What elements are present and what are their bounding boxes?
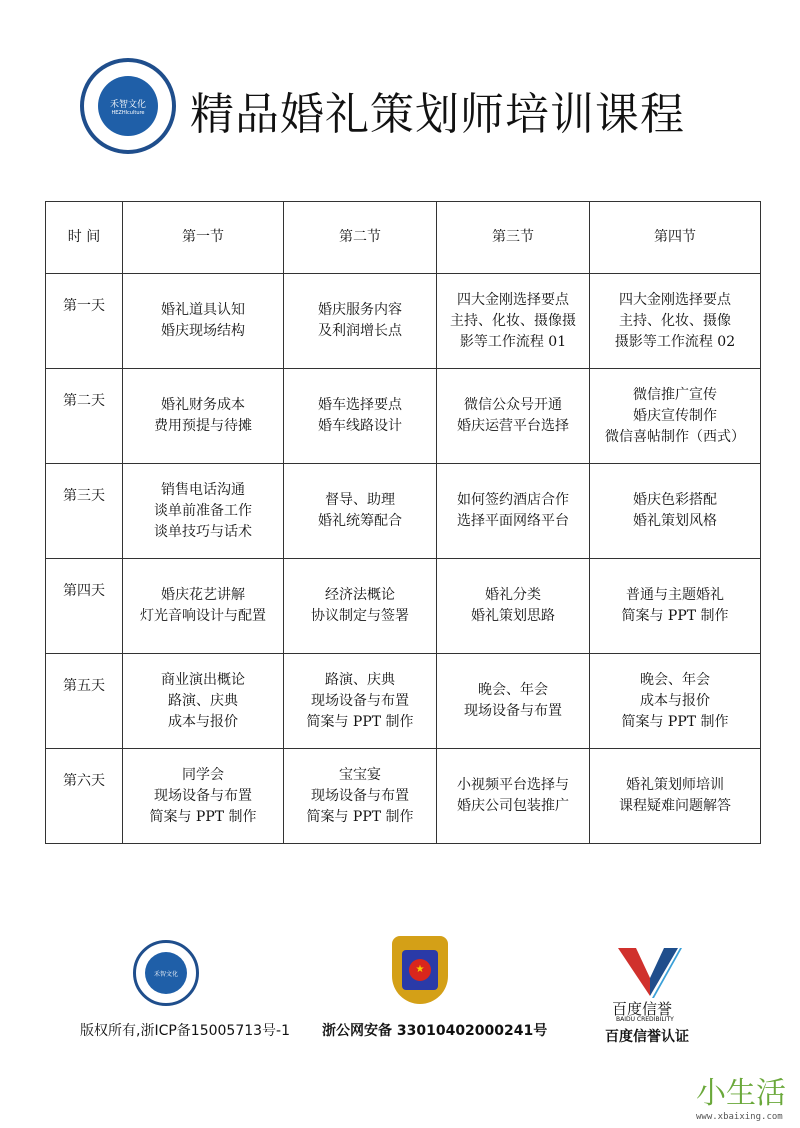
session-line: 婚礼财务成本 <box>161 397 245 413</box>
session-cell <box>590 749 761 844</box>
logo-text: 禾智文化 <box>153 970 178 978</box>
company-logo <box>80 58 176 154</box>
day-cell: 第四天 <box>46 559 123 654</box>
session-line: 摄影等工作流程 02 <box>614 333 736 350</box>
session-line: 婚庆服务内容 <box>318 302 402 318</box>
session-line: 谈单技巧与话术 <box>154 523 252 540</box>
table-row <box>46 654 761 749</box>
session-line: 现场设备与布置 <box>464 703 562 719</box>
session-line: 婚礼策划师培训 <box>626 777 724 793</box>
session-line: 简案与 PPT 制作 <box>306 808 414 825</box>
baidu-en-text: BAIDU CREDIBILITY <box>616 1016 674 1023</box>
session-cell <box>284 749 437 844</box>
session-line: 现场设备与布置 <box>311 787 409 804</box>
session-line: 微信公众号开通 <box>464 397 562 413</box>
copyright-text: 版权所有,浙ICP备15005713号-1 <box>80 1023 291 1039</box>
day-cell: 第六天 <box>46 749 123 844</box>
session-line: 协议制定与签署 <box>311 608 409 624</box>
table-row <box>46 464 761 559</box>
session-cell <box>284 274 437 369</box>
session-cell <box>590 464 761 559</box>
session-cell <box>590 654 761 749</box>
page-title: 精品婚礼策划师培训课程 <box>190 89 685 140</box>
day-cell: 第三天 <box>46 464 123 559</box>
session-line: 婚车线路设计 <box>318 418 402 434</box>
session-line: 婚礼分类 <box>485 587 541 603</box>
session-line: 费用预提与待摊 <box>154 418 252 434</box>
session-line: 主持、化妆、摄像 <box>619 312 731 329</box>
session-cell <box>590 274 761 369</box>
day-cell: 第二天 <box>46 369 123 464</box>
session-line: 简案与 PPT 制作 <box>621 608 729 624</box>
session-line: 简案与 PPT 制作 <box>306 713 414 730</box>
baidu-logo-text: 百度信誉 <box>612 1000 673 1018</box>
session-cell <box>437 654 590 749</box>
session-line: 商业演出概论 <box>161 671 245 688</box>
logo-sub: HEZHIculture <box>111 109 145 116</box>
session-line: 经济法概论 <box>325 587 395 603</box>
session-cell <box>284 369 437 464</box>
header-cell: 第三节 <box>437 202 590 274</box>
session-line: 路演、庆典 <box>325 671 395 688</box>
session-line: 影等工作流程 01 <box>459 333 567 350</box>
session-line: 现场设备与布置 <box>311 692 409 709</box>
session-line: 婚礼策划风格 <box>633 513 717 529</box>
watermark <box>696 1068 786 1122</box>
session-cell <box>437 369 590 464</box>
session-line: 晚会、年会 <box>640 671 710 688</box>
table-row <box>46 274 761 369</box>
course-table <box>45 201 761 844</box>
session-line: 宝宝宴 <box>339 766 381 783</box>
session-cell <box>590 369 761 464</box>
session-line: 微信喜帖制作（西式） <box>605 428 745 445</box>
session-line: 婚礼统筹配合 <box>318 513 402 529</box>
session-line: 简案与 PPT 制作 <box>149 808 257 825</box>
session-line: 婚庆现场结构 <box>161 323 245 339</box>
session-cell <box>437 464 590 559</box>
table-row <box>46 559 761 654</box>
session-cell <box>437 274 590 369</box>
watermark-text: 小生活 <box>696 1076 786 1111</box>
session-line: 谈单前准备工作 <box>154 502 252 519</box>
session-line: 督导、助理 <box>325 492 395 508</box>
session-cell <box>590 559 761 654</box>
baidu-cert-text: 百度信誉认证 <box>605 1029 689 1045</box>
session-line: 现场设备与布置 <box>154 787 252 804</box>
session-line: 四大金刚选择要点 <box>457 291 569 308</box>
session-cell <box>123 274 284 369</box>
session-line: 灯光音响设计与配置 <box>140 608 266 624</box>
session-line: 婚礼道具认知 <box>161 302 245 318</box>
day-cell: 第一天 <box>46 274 123 369</box>
session-line: 微信推广宣传 <box>633 386 717 403</box>
session-line: 晚会、年会 <box>478 682 548 698</box>
session-line: 简案与 PPT 制作 <box>621 713 729 730</box>
table-row <box>46 749 761 844</box>
session-cell <box>123 369 284 464</box>
session-cell <box>123 464 284 559</box>
session-line: 课程疑难问题解答 <box>619 798 731 814</box>
session-line: 婚庆运营平台选择 <box>457 418 569 434</box>
session-line: 同学会 <box>182 766 224 783</box>
session-line: 婚庆公司包装推广 <box>457 798 569 814</box>
session-line: 选择平面网络平台 <box>457 513 569 529</box>
session-line: 四大金刚选择要点 <box>619 291 731 308</box>
session-line: 主持、化妆、摄像摄 <box>450 312 576 329</box>
session-cell <box>284 464 437 559</box>
footer-company-logo <box>133 940 199 1006</box>
session-line: 如何签约酒店合作 <box>457 492 569 508</box>
police-record-text: 浙公网安备 33010402000241号 <box>322 1023 548 1039</box>
session-cell <box>123 654 284 749</box>
baidu-v-icon <box>618 948 682 998</box>
session-line: 销售电话沟通 <box>161 481 245 498</box>
session-line: 婚车选择要点 <box>318 397 402 413</box>
watermark-url: www.xbaixing.com <box>696 1112 783 1122</box>
session-cell <box>437 749 590 844</box>
header-cell: 时 间 <box>46 202 123 274</box>
logo-text: 禾智文化 <box>109 99 146 110</box>
session-cell <box>284 654 437 749</box>
session-cell <box>123 749 284 844</box>
police-badge-icon: ★ <box>392 936 448 1004</box>
table-row <box>46 369 761 464</box>
session-line: 普通与主题婚礼 <box>626 587 724 603</box>
session-line: 路演、庆典 <box>168 692 238 709</box>
session-line: 成本与报价 <box>168 713 238 730</box>
header-cell: 第二节 <box>284 202 437 274</box>
session-line: 婚庆花艺讲解 <box>161 587 245 603</box>
day-cell: 第五天 <box>46 654 123 749</box>
header-cell: 第一节 <box>123 202 284 274</box>
session-line: 小视频平台选择与 <box>457 777 569 793</box>
session-cell <box>123 559 284 654</box>
session-line: 婚庆宣传制作 <box>633 407 717 424</box>
session-line: 婚礼策划思路 <box>471 608 555 624</box>
session-line: 婚庆色彩搭配 <box>633 492 717 508</box>
session-line: 及利润增长点 <box>318 323 402 339</box>
session-line: 成本与报价 <box>640 692 710 709</box>
session-cell <box>437 559 590 654</box>
session-cell <box>284 559 437 654</box>
header-cell: 第四节 <box>590 202 761 274</box>
